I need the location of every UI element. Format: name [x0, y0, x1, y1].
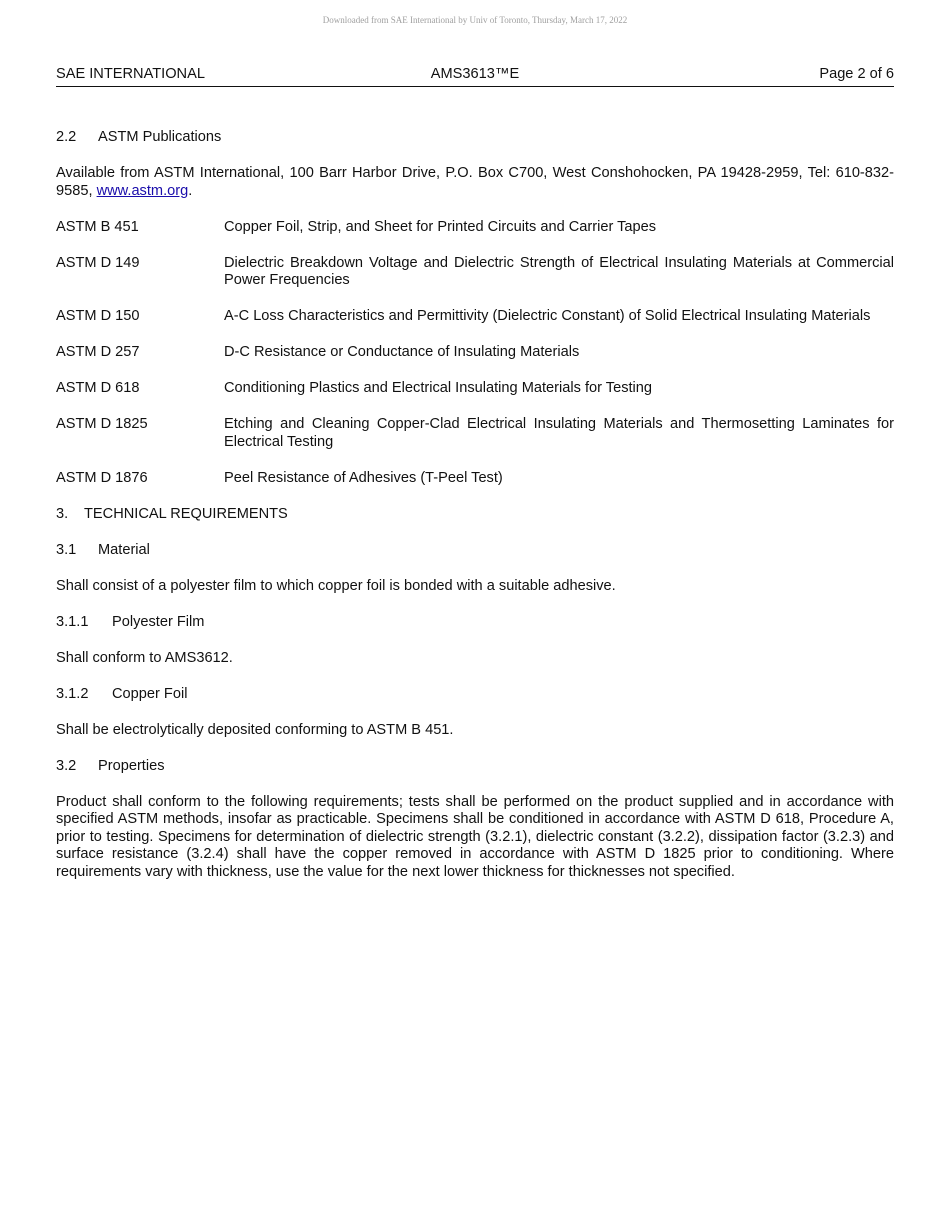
astm-website-link[interactable]: www.astm.org — [96, 182, 189, 199]
reference-item — [56, 416, 894, 451]
header-page-number: Page 2 of 6 — [819, 66, 894, 82]
reference-item — [56, 344, 894, 362]
section-title: Copper Foil — [112, 685, 188, 702]
reference-item — [56, 380, 894, 398]
section-title: Properties — [98, 757, 165, 774]
section-number: 3.1.2 — [56, 685, 89, 702]
reference-title: Copper Foil, Strip, and Sheet for Printed Circuits and Carrier Tapes — [224, 218, 657, 235]
section-3-heading — [56, 506, 894, 524]
download-watermark: Downloaded from SAE International by Univ of Toronto, Thursday, March 17, 2022 — [322, 15, 628, 25]
section-title: Material — [98, 541, 150, 558]
availability-paragraph — [56, 165, 894, 200]
reference-code: ASTM D 150 — [56, 308, 140, 324]
page-header — [56, 66, 894, 87]
section-number: 3.1 — [56, 541, 77, 558]
reference-title: Conditioning Plastics and Electrical Insulating Materials for Testing — [224, 380, 653, 396]
section-3-1-1-body: Shall conform to AMS3612. — [56, 649, 233, 666]
header-organization: SAE INTERNATIONAL — [56, 66, 205, 82]
reference-item — [56, 470, 894, 488]
reference-item — [56, 219, 894, 237]
reference-code: ASTM D 149 — [56, 254, 140, 271]
reference-title: Etching and Cleaning Copper-Clad Electrical Insulating Materials and Thermosetting Laminates for Electrical Testing — [224, 416, 894, 450]
availability-text: Available from ASTM International, 100 Barr Harbor Drive, P.O. Box C700, West Conshohocken, PA 19428-2959, Tel: 610-832-9585, — [56, 165, 894, 199]
section-title: Polyester Film — [112, 613, 205, 630]
section-number: 3.2 — [56, 757, 77, 774]
section-3-2-body: Product shall conform to the following requirements; tests shall be performed on the product supplied and in accordance with specified ASTM methods, insofar as practicable. Specimens shall be conditioned in accordance with ASTM D 618, Procedure A, prior to testing. Specimens for determination of dielectric strength (3.2.1), dielectric constant (3.2.2), dissipation factor (3.2.3) and surface resistance (3.2.4) shall have the copper removed in accordance with ASTM D 1825 prior to conditioning. Where requirements vary with thickness, use the value for the next lower thickness for thicknesses not specified. — [56, 793, 894, 880]
section-number: 2.2 — [56, 129, 77, 145]
document-body — [56, 129, 894, 900]
reference-code: ASTM D 618 — [56, 380, 140, 396]
reference-title: Peel Resistance of Adhesives (T-Peel Test) — [224, 469, 503, 486]
section-3-1-2-body: Shall be electrolytically deposited conforming to ASTM B 451. — [56, 721, 454, 738]
section-title: ASTM Publications — [98, 129, 222, 145]
section-number: 3.1.1 — [56, 613, 89, 630]
section-number: 3. — [56, 505, 69, 522]
section-3-1-1-heading — [56, 614, 894, 632]
reference-item — [56, 255, 894, 290]
reference-title: Dielectric Breakdown Voltage and Dielectric Strength of Electrical Insulating Materials at Commercial Power Frequencies — [224, 254, 894, 288]
reference-code: ASTM B 451 — [56, 218, 139, 235]
availability-period: . — [188, 182, 193, 199]
header-document-id: AMS3613™E — [430, 66, 520, 82]
section-3-1-body: Shall consist of a polyester film to which copper foil is bonded with a suitable adhesive. — [56, 577, 616, 594]
section-title: TECHNICAL REQUIREMENTS — [84, 505, 288, 522]
section-3-1-2-heading — [56, 686, 894, 704]
reference-code: ASTM D 257 — [56, 344, 140, 360]
section-2-2-heading — [56, 129, 894, 147]
section-3-1-heading — [56, 542, 894, 560]
section-3-2-heading — [56, 758, 894, 776]
reference-title: A-C Loss Characteristics and Permittivity (Dielectric Constant) of Solid Electrical Insulating Materials — [224, 308, 871, 324]
reference-title: D-C Resistance or Conductance of Insulating Materials — [224, 344, 580, 360]
reference-item — [56, 308, 894, 326]
reference-code: ASTM D 1876 — [56, 469, 148, 486]
reference-code: ASTM D 1825 — [56, 416, 148, 432]
